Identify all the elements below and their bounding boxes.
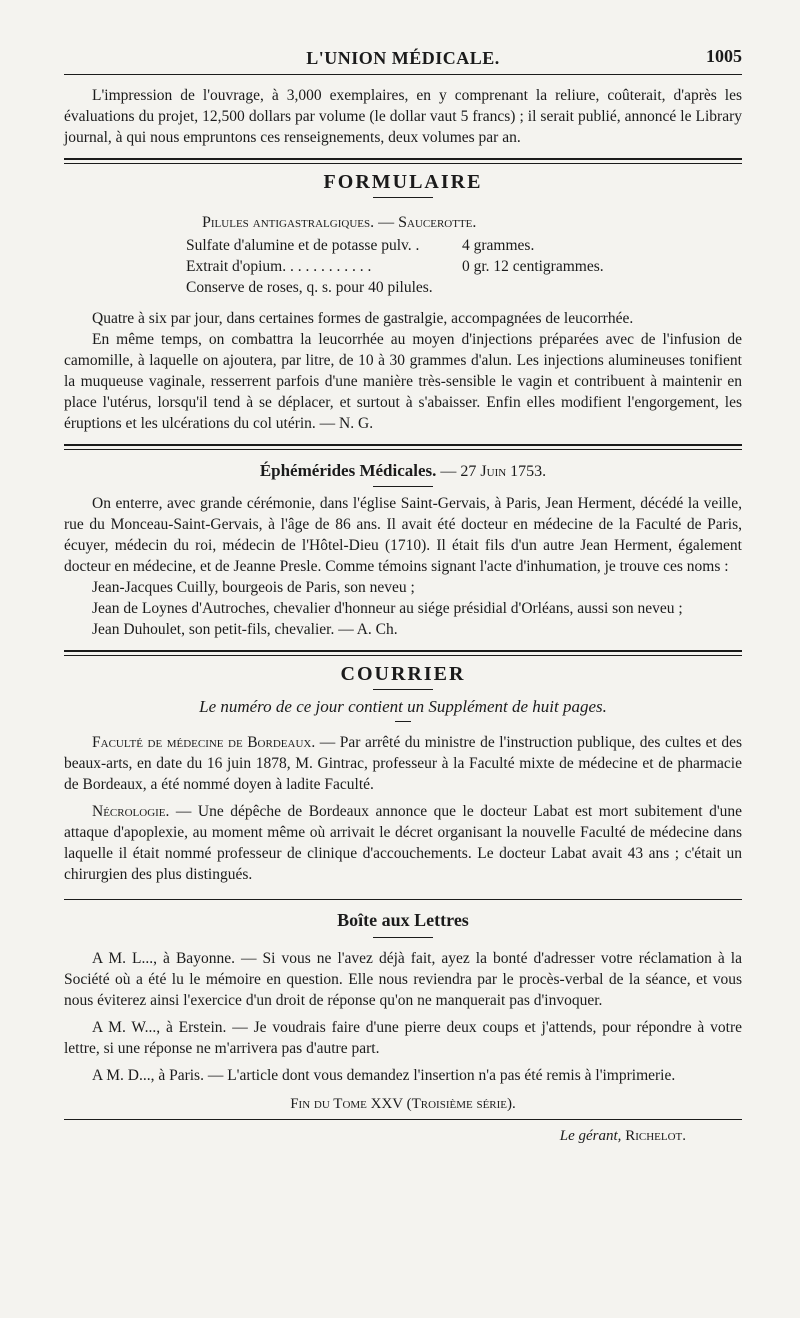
courrier-title: COURRIER <box>340 663 466 685</box>
witness-line: Jean de Loynes d'Autroches, chevalier d'honneur au siége présidial d'Orléans, aussi son neveu ; <box>92 600 683 617</box>
faculte-lead: Faculté de médecine de Bordeaux. <box>92 734 316 751</box>
recipe-ingredient: Sulfate d'alumine et de potasse pulv. . <box>186 237 420 254</box>
journal-title: L'UNION MÉDICALE. <box>306 48 500 68</box>
title-underline <box>373 197 433 198</box>
boite-title: Boîte aux Lettres <box>337 910 469 930</box>
ephemerides-title: Éphémérides Médicales. <box>259 461 437 480</box>
footer-rule <box>64 1119 742 1120</box>
ephemerides-paragraph: On enterre, avec grande cérémonie, dans l'église Saint-Gervais, à Paris, Jean Herment, décédé la veille, rue du Monceau-Saint-Gervais, à l'âge de 86 ans. Il avait été docteur en médecine de la Faculté de Paris, écuyer, médecin du roi, médecin de l'Hôtel-Dieu (1710). Il était fils d'un autre Jean Herment, également docteur en médecine, et de Jeanne Presle. Comme témoins signant l'acte d'inhumation, je trouve ces noms : <box>64 495 742 575</box>
recipe-quantity: 4 grammes. <box>462 237 535 254</box>
formulaire-paragraph: Quatre à six par jour, dans certaines formes de gastralgie, accompagnées de leucorrhée. <box>92 310 634 327</box>
faculte-paragraph <box>64 732 742 795</box>
recipe-last-line: Conserve de roses, q. s. pour 40 pilules. <box>186 279 433 296</box>
necrologie-paragraph <box>64 801 742 885</box>
page-number: 1005 <box>706 46 742 66</box>
title-underline <box>373 689 433 690</box>
section-divider <box>64 444 742 450</box>
gerant-signature <box>64 1126 742 1147</box>
formulaire-title: FORMULAIRE <box>323 171 483 193</box>
letter-paragraph: A M. D..., à Paris. — L'article dont vous demandez l'insertion n'a pas été remis à l'imprimerie. <box>92 1067 676 1084</box>
recipe-line <box>186 256 742 277</box>
ephemerides-date: — 27 Juin 1753. <box>440 463 547 480</box>
faculte-text: — Par arrêté du ministre de l'instruction publique, des cultes et des beaux-arts, en date du 16 juin 1878, M. Gintrac, professeur à la Faculté mixte de médecine et de pharmacie de Bordeaux, a été nommé doyen à ladite Faculté. <box>64 734 742 793</box>
recipe-title: Pilules antigastralgiques. — Saucerotte. <box>202 214 477 231</box>
witness-line: Jean Duhoulet, son petit-fils, chevalier. — A. Ch. <box>92 621 398 638</box>
letter-paragraph: A M. L..., à Bayonne. — Si vous ne l'avez déjà fait, ayez la bonté d'adresser votre réclamation à la Société où a été lu le mémoire en question. Elle nous reviendra par le procès-verbal de la séance, et vous nous éviterez ainsi l'exercice d'un droit de réponse qu'on ne manquerait pas d'invoquer. <box>64 950 742 1009</box>
recipe-quantity: 0 gr. 12 centigrammes. <box>462 258 604 275</box>
recipe-ingredient: Extrait d'opium. . . . . . . . . . . . <box>186 258 372 275</box>
witness-line: Jean-Jacques Cuilly, bourgeois de Paris, son neveu ; <box>92 579 415 596</box>
recipe-line <box>186 235 742 256</box>
intro-paragraph: L'impression de l'ouvrage, à 3,000 exemplaires, en y comprenant la reliure, coûterait, d'après les évaluations du projet, 12,500 dollars par volume (le dollar vaut 5 francs) ; il serait publié, annoncé le Library journal, à qui nous empruntons ces renseignements, deux volumes par an. <box>64 87 742 146</box>
ephemerides-heading <box>64 460 742 482</box>
page <box>64 40 742 1147</box>
section-divider <box>64 158 742 164</box>
necrologie-lead: Nécrologie. <box>92 803 170 820</box>
gerant-name: Richelot. <box>625 1128 686 1144</box>
running-header <box>64 40 742 74</box>
necrologie-text: — Une dépêche de Bordeaux annonce que le docteur Labat est mort subitement d'une attaque d'apoplexie, au moment même où arrivait le décret organisant la nouvelle Faculté de médecine dans laquelle il était nommé professeur de clinique d'accouchements. Le docteur Labat avait 43 ans ; c'était un chirurgien des plus distingués. <box>64 803 742 883</box>
formulaire-paragraph: En même temps, on combattra la leucorrhée au moyen d'injections préparées avec de l'infusion de camomille, à laquelle on ajoutera, par litre, de 10 à 30 grammes d'alun. Les injections alumineuses tonifient la muqueuse vaginale, resserrent parfois d'une manière très-sensible le vagin et contribuent à maintenir en place l'utérus, lorsqu'il tend à se déplacer, et surtout à s'abaisser. Enfin elles modifient l'engorgement, les éruptions et les ulcérations du col utérin. — N. G. <box>64 331 742 432</box>
letter-paragraph: A M. W..., à Erstein. — Je voudrais faire d'une pierre deux coups et j'attends, pour répondre à votre lettre, si une réponse ne m'arrivera pas d'autre part. <box>64 1019 742 1057</box>
gerant-label: Le gérant, <box>559 1128 622 1144</box>
courrier-subtitle: Le numéro de ce jour contient un Supplément de huit pages. <box>199 697 607 716</box>
end-of-volume: Fin du Tome XXV (Troisième série). <box>290 1096 516 1112</box>
section-divider <box>64 899 742 900</box>
section-divider <box>64 650 742 656</box>
